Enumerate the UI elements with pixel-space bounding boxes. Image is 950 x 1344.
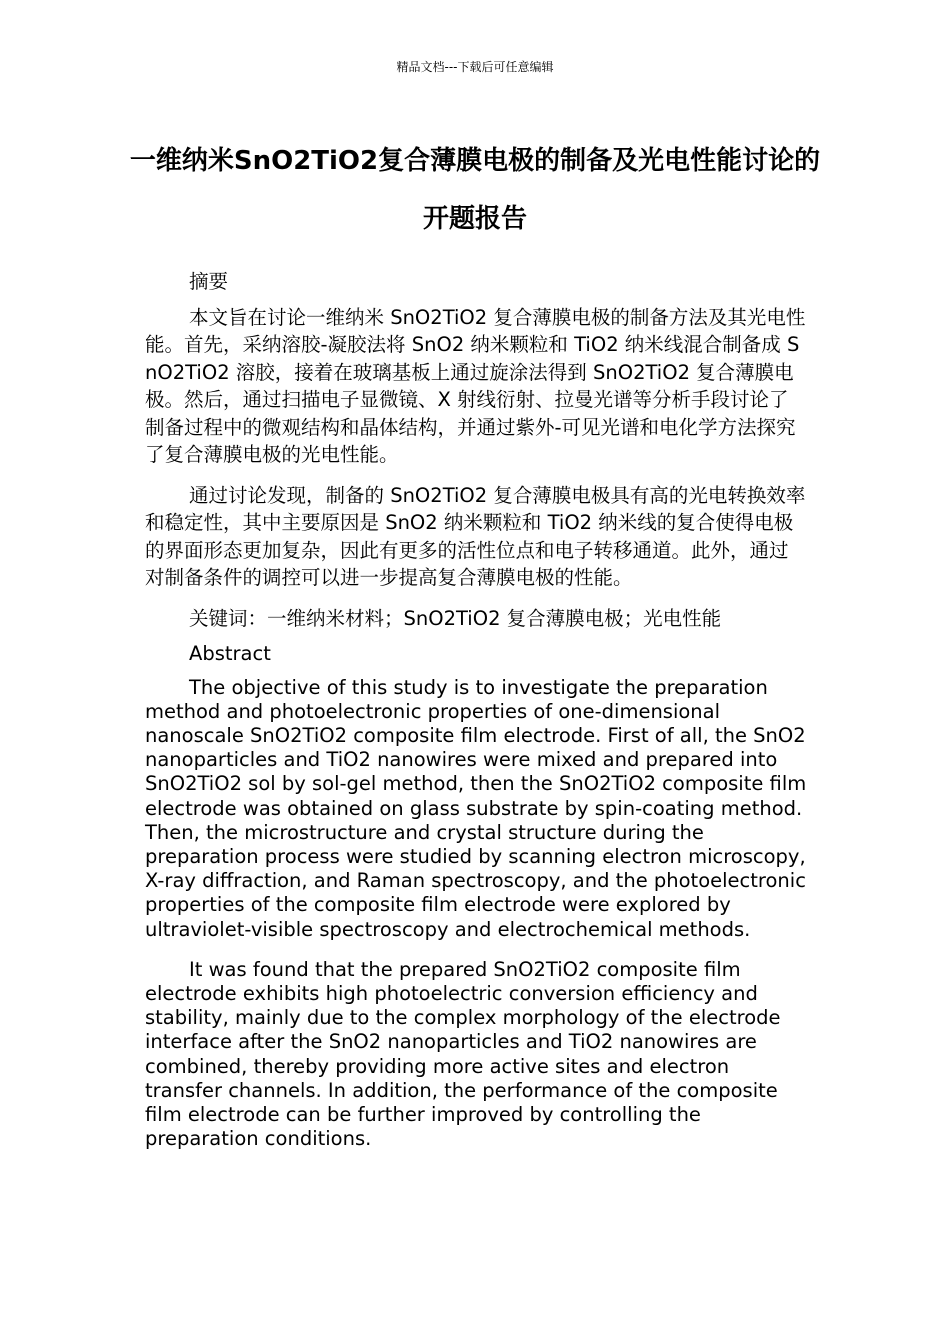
keywords-line: 关键词：一维纳米材料；SnO2TiO2 复合薄膜电极；光电性能 (189, 606, 722, 630)
abstract-cn-paragraph-2: 通过讨论发现，制备的 SnO2TiO2 复合薄膜电极具有高的光电转换效率和稳定性，其中主要原因是 SnO2 纳米颗粒和 TiO2 纳米线的复合使得电极的界面形态更加复杂，因此有更多的活性位点和电子转移通道。此外，通过对制备条件的调控可以进一步提高复合薄膜电极的性能。 (145, 483, 806, 589)
abstract-en-paragraph-2: It was found that the prepared SnO2TiO2 composite film electrode exhibits high photoelectric conversion efficiency and stability, mainly due to the complex morphology of the electrode interface after the SnO2 nanoparticles and TiO2 nanowires are combined, thereby providing more active sites and electron transfer channels. In addition, the performance of the composite film electrode can be further improved by controlling the preparation conditions. (145, 957, 781, 1151)
abstract-en-heading: Abstract (189, 642, 271, 665)
abstract-cn-heading: 摘要 (189, 270, 229, 293)
page-header: 精品文档---下载后可任意编辑 (396, 60, 554, 74)
abstract-en-paragraph-1: The objective of this study is to investigate the preparation method and photoelectronic properties of one-dimensional nanoscale SnO2TiO2 composite film electrode. First of all, the SnO2 nanoparticles and TiO2 nanowires were mixed and prepared into SnO2TiO2 sol by sol-gel method, then the SnO2TiO2 composite film electrode was obtained on glass substrate by spin-coating method. Then, the microstructure and crystal structure during the preparation process were studied by scanning electron microscopy, X-ray diffraction, and Raman spectroscopy, and the photoelectronic properties of the composite film electrode were explored by ultraviolet-visible spectroscopy and electrochemical methods. (145, 675, 807, 941)
abstract-cn-paragraph-1: 本文旨在讨论一维纳米 SnO2TiO2 复合薄膜电极的制备方法及其光电性能。首先，采纳溶胶-凝胶法将 SnO2 纳米颗粒和 TiO2 纳米线混合制备成 SnO2TiO2 溶胶，接着在玻璃基板上通过旋涂法得到 SnO2TiO2 复合薄膜电极。然后，通过扫描电子显微镜、X 射线衍射、拉曼光谱等分析手段讨论了制备过程中的微观结构和晶体结构，并通过紫外-可见光谱和电化学方法探究了复合薄膜电极的光电性能。 (145, 305, 806, 466)
document-body (145, 268, 807, 1151)
document-title: 一维纳米SnO2TiO2复合薄膜电极的制备及光电性能讨论的开题报告 (129, 146, 821, 234)
